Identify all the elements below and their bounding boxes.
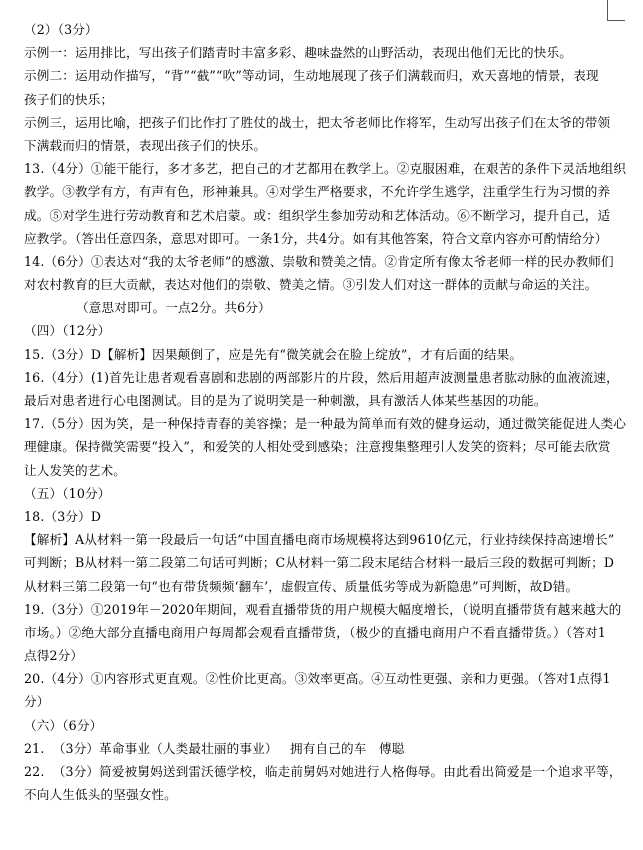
- text-line: 14.（6分）①表达对“我的太爷老师”的感激、崇敬和赞美之情。②肯定所有像太爷老师一样的民办教师们: [24, 253, 614, 269]
- text-line: 示例三，运用比喻，把孩子们比作打了胜仗的战士，把太爷老师比作将军，生动写出孩子们在太爷的带领: [24, 114, 611, 130]
- text-line: 点得2分）: [24, 648, 84, 664]
- text-line: （2）（3分）: [24, 22, 98, 37]
- text-line: 从材料三第二段第一句“也有带货频频‘翻车’，虚假宣传、质量低劣等成为新隐患”可判断，故D错。: [24, 578, 579, 594]
- text-line: 分）: [24, 694, 50, 710]
- text-line: 成。⑤对学生进行劳动教育和艺术启蒙。或：组织学生参加劳动和艺体活动。⑥不断学习，提升自己，适: [24, 207, 611, 223]
- text-line: （意思对即可。一点2分。共6分）: [76, 300, 271, 316]
- text-line: 【解析】A从材料一第一段最后一句话“中国直播电商市场规模将达到9610亿元，行业持续保持高速增长”: [24, 532, 615, 548]
- page-corner-mark: [607, 0, 608, 20]
- section-heading: （四）（12分）: [24, 323, 111, 339]
- text-line: 21. （3分）革命事业（人类最壮丽的事业） 拥有自己的车 傅聪: [24, 740, 405, 756]
- text-line: 让人发笑的艺术。: [24, 462, 126, 478]
- section-heading: （五）（10分）: [24, 485, 111, 501]
- text-line: 15.（3分）D【解析】因果颠倒了，应是先有“微笑就会在脸上绽放”，才有后面的结果。: [24, 346, 523, 362]
- text-line: 下满载而归的情景，表现出孩子们的快乐。: [24, 137, 267, 153]
- text-line: 18.（3分）D: [24, 508, 102, 524]
- text-line: 不向人生低头的坚强女性。: [24, 787, 177, 803]
- text-line: 20.（4分）①内容形式更直观。②性价比更高。③效率更高。④互动性更强、亲和力更强。（答对1点得1: [24, 671, 611, 687]
- text-line: 可判断；B从材料一第二段第二句话可判断；C从材料一第二段末尾结合材料一最后三段的数据可判断；D: [24, 555, 615, 571]
- text-line: 最后对患者进行心电图测试。目的是为了说明笑是一种刺激，具有激活人体某些基因的功能。: [24, 393, 547, 408]
- section-heading: （六）（6分）: [24, 717, 103, 733]
- text-line: 19.（3分）①2019年－2020年期间，观看直播带货的用户规模大幅度增长，（说明直播带货有越来越大的: [24, 601, 622, 617]
- text-line: 应教学。（答出任意四条，意思对即可。一条1分，共4分。如有其他答案，符合文章内容亦可酌情给分）: [24, 230, 608, 246]
- text-line: 22. （3分）简爱被舅妈送到雷沃德学校，临走前舅妈对她进行人格侮辱。由此看出简爱是一个追求平等，: [24, 764, 622, 779]
- text-line: 教学。③教学有方，有声有色，形神兼具。④对学生严格要求，不允许学生逃学，注重学生行为习惯的养: [24, 184, 611, 200]
- text-line: 示例二：运用动作描写，“背”“截”“吹”等动词，生动地展现了孩子们满载而归，欢天喜地的情景，表现: [24, 68, 599, 84]
- text-line: 理健康。保持微笑需要“投入”，和爱笑的人相处受到感染；注意搜集整理引人发笑的资料；尽可能去欣赏: [24, 439, 611, 455]
- text-line: 17.（5分）因为笑，是一种保持青春的美容操；是一种最为简单而有效的健身运动，通过微笑能促进人类心: [24, 416, 627, 432]
- text-line: 市场。）②绝大部分直播电商用户每周都会观看直播带货，（极少的直播电商用户不看直播带货。）（答对1: [24, 624, 606, 640]
- text-line: 示例一：运用排比，写出孩子们踏青时丰富多彩、趣味盎然的山野活动，表现出他们无比的快乐。: [24, 45, 572, 61]
- text-line: 16.（4分）(1)首先让患者观看喜剧和悲剧的两部影片的片段，然后用超声波测量患者肱动脉的血液流速，: [24, 369, 619, 385]
- text-line: 对农村教育的巨大贡献，表达对他们的崇敬、赞美之情。③引发人们对这一群体的贡献与命运的关注。: [24, 277, 598, 293]
- text-line: 孩子们的快乐；: [24, 91, 114, 107]
- answer-key-text: [24, 18, 627, 806]
- text-line: 13.（4分）①能干能行，多才多艺，把自己的才艺都用在教学上。②克服困难，在艰苦的条件下灵活地组织: [24, 161, 627, 177]
